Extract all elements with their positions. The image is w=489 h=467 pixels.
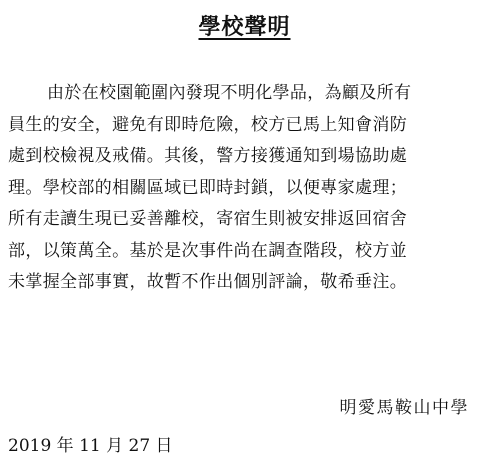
- body-line: 所有走讀生現已妥善離校，寄宿生則被安排返回宿舍: [8, 209, 408, 229]
- body-line: 未掌握全部事實，故暫不作出個別評論，敬希垂注。: [8, 272, 408, 292]
- document-title: [0, 12, 489, 42]
- document-title-text: 學校聲明: [198, 14, 291, 40]
- body-line: 由於在校園範圍內發現不明化學品，為顧及所有: [47, 83, 412, 103]
- body-line: 處到校檢視及戒備。其後，警方接獲通知到場協助處: [8, 146, 408, 166]
- body-line: 理。學校部的相關區域已即時封鎖，以便專家處理；: [8, 177, 408, 198]
- body-line: 部，以策萬全。基於是次事件尚在調查階段，校方並: [8, 240, 408, 261]
- school-signature: 明愛馬鞍山中學: [339, 398, 469, 418]
- statement-body: [8, 78, 478, 299]
- statement-date: 2019 年 11 月 27 日: [8, 436, 173, 456]
- body-line: 員生的安全，避免有即時危險，校方已馬上知會消防: [8, 114, 408, 135]
